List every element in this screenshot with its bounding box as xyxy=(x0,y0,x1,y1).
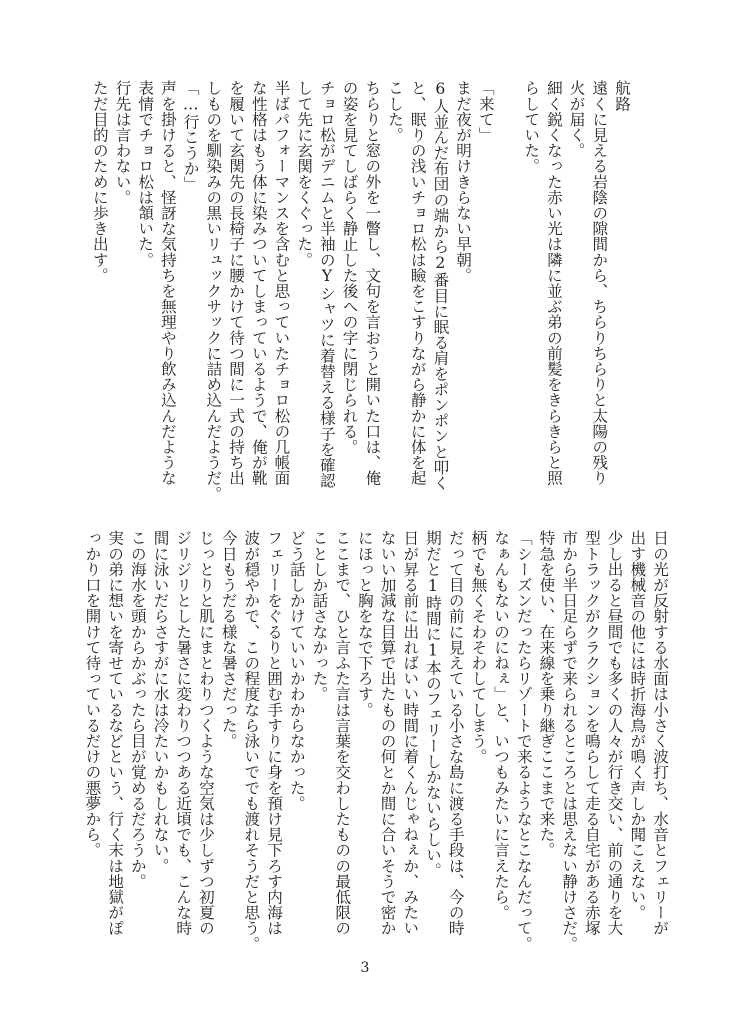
text-line: 波が穏やかで、この程度なら泳いででも渡れそうだと思う。 xyxy=(242,530,261,952)
text-line: 「シーズンだったらリゾートで来るようなとこなんだって。 xyxy=(514,530,533,952)
text-line: 声を掛けると、怪訝な気持ちを無理やり飲み込んだような xyxy=(158,80,177,486)
text-line: この海水を頭からかぶったら目が覚めるだろうか。 xyxy=(128,530,147,889)
text-line: 火が届く。 xyxy=(567,80,586,158)
text-line: ちらりと窓の外を一瞥し、文句を言おうと開いた口は、俺 xyxy=(363,80,382,486)
text-line xyxy=(497,80,520,500)
text-line: 日の光が反射する水面は小さく波打ち、水音とフェリーが xyxy=(651,530,669,936)
text-line: 型トラックがクラクションを鳴らして走る自宅がある赤塚 xyxy=(582,530,601,936)
text-line: じっとりと肌にまとわりつくような空気は少しずつ初夏の xyxy=(196,530,215,936)
text-line: しものを馴染みの黒いリュックサックに詰め込んだようだ。 xyxy=(204,80,223,502)
text-line: ジリジリとした暑さに変わりつつある近頃でも、こんな時 xyxy=(174,530,193,936)
text-line: にほっと胸をなで下ろす。 xyxy=(355,530,374,718)
text-line: ことしか話さなかった。 xyxy=(310,530,329,702)
page-number: 3 xyxy=(360,960,370,976)
text-line: 細く鋭くなった赤い光は隣に並ぶ弟の前髪をきらきらと照 xyxy=(544,80,563,486)
text-line: 日が昇る前に出ればいい時間に着くんじゃねぇか、みたい xyxy=(401,530,420,936)
text-line: なぁんもないのにねぇ」と、いつもみたいに言えたら。 xyxy=(492,530,511,920)
text-line: 「来て」 xyxy=(476,80,495,143)
text-line: ここまで、ひと言ふた言は言葉を交わしたものの最低限の xyxy=(333,530,352,936)
text-line: ただ目的のために歩き出す。 xyxy=(90,80,109,283)
text-line: チョロ松がデニムと半袖のYシャツに着替える様子を確認 xyxy=(317,80,336,488)
text-line: 期だと1時間に1本のフェリーしかないらしい。 xyxy=(423,530,442,878)
text-line: 間に泳いだらさすがに水は冷たいかもしれない。 xyxy=(151,530,170,874)
text-line: 柄でも無くそわそわしてしまう。 xyxy=(469,530,488,764)
text-line: を履いて玄関先の長椅子に腰かけて待つ間に一式の持ち出 xyxy=(227,80,246,486)
text-line: っかり口を開けて待っているだけの悪夢から。 xyxy=(83,530,102,858)
text-line: 半ばパフォーマンスを含むと思っていたチョロ松の几帳面 xyxy=(272,80,291,486)
text-line: フェリーをぐるりと囲む手すりに身を預け見下ろす内海は xyxy=(265,530,284,936)
text-line: 「…行こうか」 xyxy=(181,80,200,192)
text-line: 6人並んだ布団の端から2番目に眠る肩をポンポンと叩く xyxy=(431,80,450,491)
text-line: の姿を見てしばらく静止した後への字に閉じられる。 xyxy=(340,80,359,455)
text-line: な性格はもう体に染みついてしまっているようで、俺が靴 xyxy=(249,80,268,486)
text-line: 出す機械音の他には時折海鳥が鳴く声しか聞こえない。 xyxy=(628,530,647,920)
text-line: と、眠りの浅いチョロ松は瞼をこすりながら静かに体を起 xyxy=(408,80,427,486)
text-line: して先に玄関をくぐった。 xyxy=(295,80,314,268)
text-line: まだ夜が明けきらない早朝。 xyxy=(454,80,473,283)
text-line: 遠くに見える岩陰の隙間から、ちらりちらりと太陽の残り xyxy=(590,80,609,486)
text-line: 行先は言わない。 xyxy=(113,80,132,205)
text-line: だって目の前に見えている小さな島に渡る手段は、今の時 xyxy=(446,530,465,936)
text-line: 特急を使い、在来線を乗り継ぎここまで来た。 xyxy=(537,530,556,858)
text-line: 今日もうだる様な暑さだった。 xyxy=(219,530,238,749)
chapter-title: 航路 xyxy=(613,80,631,112)
text-line: らしていた。 xyxy=(522,80,541,174)
text-line: 市から半日足らずで来られるところとは思えない静けさだ。 xyxy=(560,530,579,952)
top-text-block xyxy=(88,80,633,500)
bottom-text-block xyxy=(81,530,671,960)
text-line: 表情でチョロ松は頷いた。 xyxy=(136,80,155,268)
text-line: こした。 xyxy=(385,80,404,143)
text-line: どう話しかけていいかわからなかった。 xyxy=(287,530,306,811)
text-line: ないい加減な目算で出たものの何とか間に合いそうで密か xyxy=(378,530,397,936)
text-line: 実の弟に想いを寄せているなどという、行く末は地獄がぽ xyxy=(106,530,125,936)
text-line: 少し出ると昼間でも多くの人々が行き交い、前の通りを大 xyxy=(605,530,624,936)
